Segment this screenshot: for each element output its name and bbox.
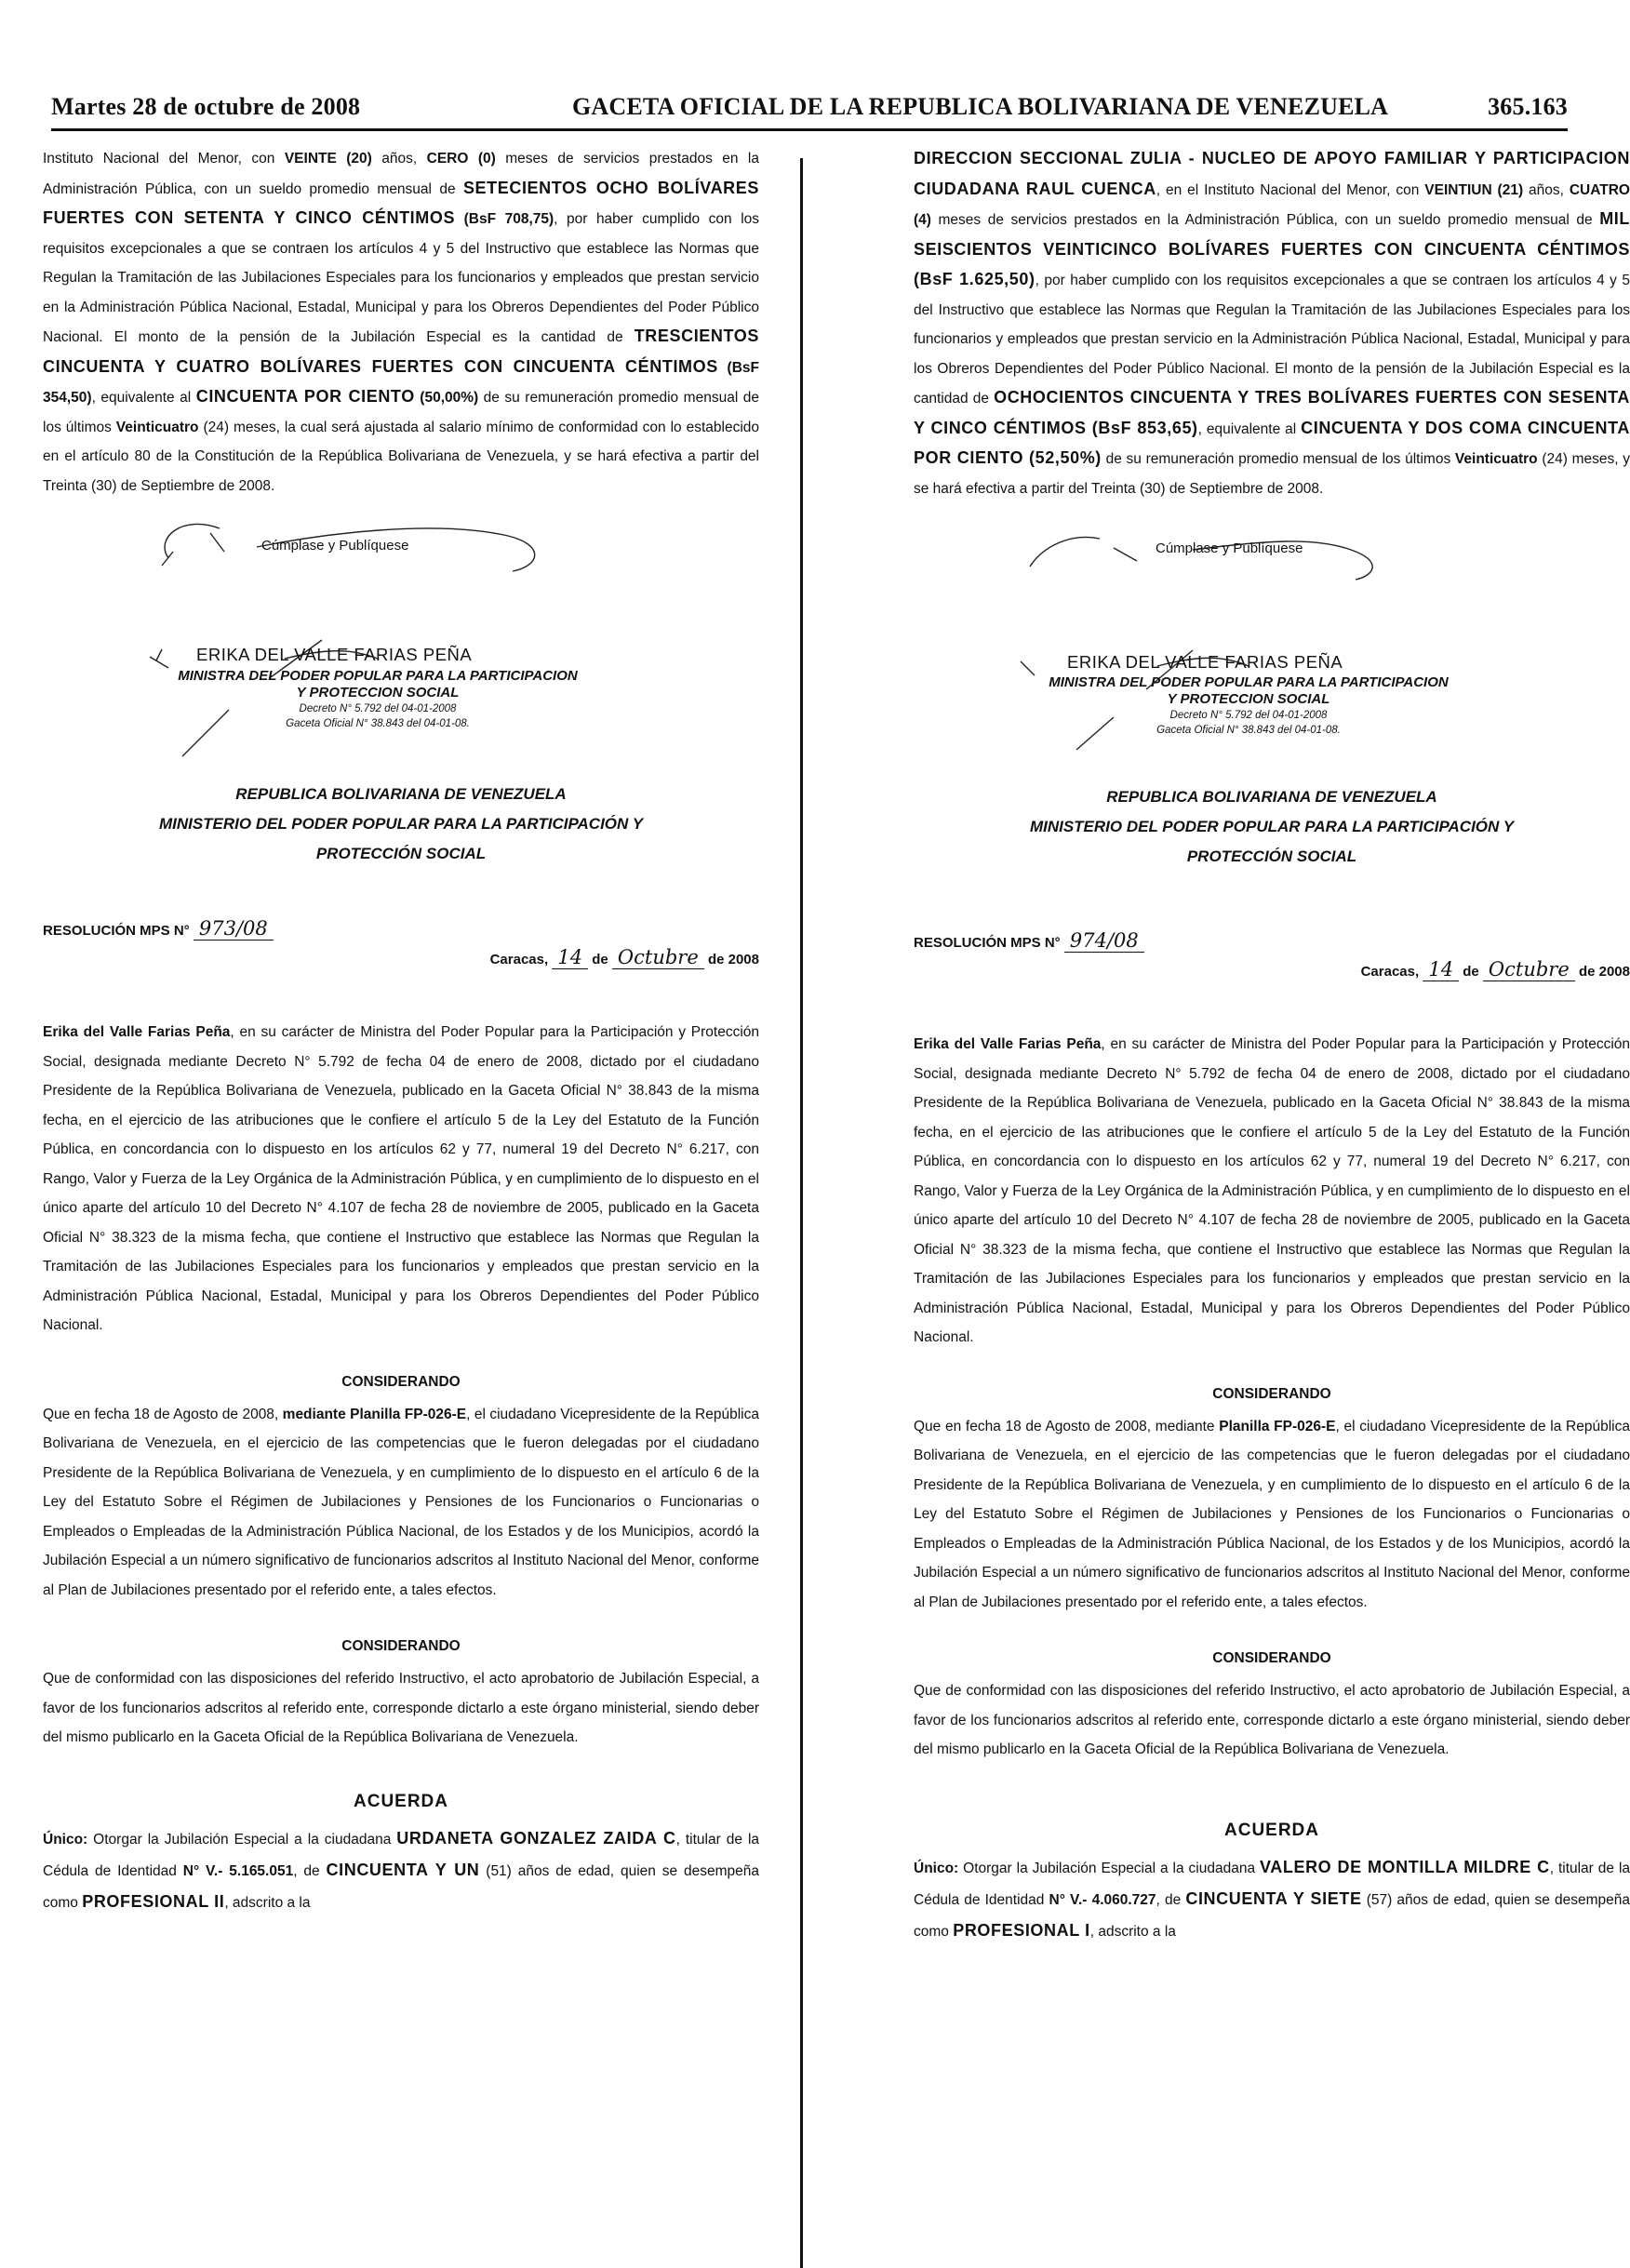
left-considerando-1-text: Que en fecha 18 de Agosto de 2008, mediante Planilla FP-026-E, el ciudadano Vicepresidente de la República Bolivariana de Venezuela, en el ejercicio de las competencias que le fueron delegadas por el ciudadano Presidente de la República Bolivariana de Venezuela, y en cumplimiento de lo dispuesto en el artículo 6 de la Ley del Estatuto Sobre el Régimen de Jubilaciones y Pensiones de los Funcionarios o Funcionarias o Empleados o Empleadas de la Administración Pública Nacional, de los Estados y de los Municipios, acordó la Jubilación Especial a un número significativo de funcionarios adscritos al Instituto Nacional del Menor, conforme al Plan de Jubilaciones presentado por el referido ente, a tales efectos. (43, 1406, 759, 1598)
left-acuerda: ACUERDA (354, 1791, 448, 1811)
cumplase-text: Cúmplase y Publíquese (261, 538, 409, 554)
signatory-gazette: Gaceta Oficial N° 38.843 del 04-01-08. (286, 718, 470, 729)
right-considerando-1-text: Que en fecha 18 de Agosto de 2008, mediante Planilla FP-026-E, el ciudadano Vicepresidente de la República Bolivariana de Venezuela, en el ejercicio de las competencias que le fueron delegadas por el ciudadano Presidente de la República Bolivariana de Venezuela, y en cumplimiento de lo dispuesto en el artículo 6 de la Ley del Estatuto Sobre el Régimen de Jubilaciones y Pensiones de los Funcionarios o Funcionarias o Empleados o Empleadas de la Administración Pública Nacional, de los Estados y de los Municipios, acordó la Jubilación Especial a un número significativo de funcionarios adscritos al Instituto Nacional del Menor, conforme al Plan de Jubilaciones presentado por el referido ente, a tales efectos. (914, 1418, 1630, 1610)
left-signature-block (43, 500, 759, 780)
right-considerando-2-text: Que de conformidad con las disposiciones del referido Instructivo, el acto aprobatorio de Jubilación Especial, a favor de los funcionarios adscritos al referido ente, corresponde dictarlo a este órgano ministerial, siendo deber del mismo publicarlo en la Gaceta Oficial de la República Bolivariana de Venezuela. (914, 1683, 1630, 1757)
left-considerando-2-text: Que de conformidad con las disposiciones del referido Instructivo, el acto aprobatorio de Jubilación Especial, a favor de los funcionarios adscritos al referido ente, corresponde dictarlo a este órgano ministerial, siendo deber del mismo publicarlo en la Gaceta Oficial de la República Bolivariana de Venezuela. (43, 1671, 759, 1745)
signatory-role: MINISTRA DEL PODER POPULAR PARA LA PARTICIPACION (1049, 674, 1449, 690)
signatory-role: MINISTRA DEL PODER POPULAR PARA LA PARTICIPACION (178, 668, 578, 684)
header-page-number: 365.163 (1488, 93, 1568, 120)
right-intro-paragraph: Erika del Valle Farias Peña, en su carácter de Ministra del Poder Popular para la Participación y Protección Social, designada mediante Decreto N° 5.792 de fecha 04 de enero de 2008, dictado por el ciudadano Presidente de la República Bolivariana de Venezuela, publicado en la Gaceta Oficial N° 38.843 de la misma fecha, en el ejercicio de las atribuciones que le confiere el artículo 5 de la Ley del Estatuto de la Función Pública, en concordancia con lo dispuesto en los artículos 62 y 77, numeral 19 del Decreto N° 6.217, con Rango, Valor y Fuerza de la Ley Orgánica de la Administración Pública, y en cumplimiento de lo dispuesto en el único aparte del artículo 10 del Decreto N° 4.107 de fecha 28 de noviembre de 2005, publicado en la Gaceta Oficial N° 38.323 de la misma fecha, que contiene el Instructivo que establece las Normas que Regulan la Tramitación de las Jubilaciones Especiales para los funcionarios y empleados que prestan servicio en la Administración Pública Nacional, Estadal, Municipal y para los Obreros Dependientes del Poder Público Nacional. (914, 1036, 1630, 1345)
left-intro-paragraph: Erika del Valle Farias Peña, en su carácter de Ministra del Poder Popular para la Participación y Protección Social, designada mediante Decreto N° 5.792 de fecha 04 de enero de 2008, dictado por el ciudadano Presidente de la República Bolivariana de Venezuela, publicado en la Gaceta Oficial N° 38.843 de la misma fecha, en el ejercicio de las atribuciones que le confiere el artículo 5 de la Ley del Estatuto de la Función Pública, en concordancia con lo dispuesto en los artículos 62 y 77, numeral 19 del Decreto N° 6.217, con Rango, Valor y Fuerza de la Ley Orgánica de la Administración Pública, y en cumplimiento de lo dispuesto en el único aparte del artículo 10 del Decreto N° 4.107 de fecha 28 de noviembre de 2005, publicado en la Gaceta Oficial N° 38.323 de la misma fecha, que contiene el Instructivo que establece las Normas que Regulan la Tramitación de las Jubilaciones Especiales para los funcionarios y empleados que prestan servicio en la Administración Pública Nacional, Estadal, Municipal y para los Obreros Dependientes del Poder Público Nacional. (43, 1024, 760, 1333)
left-column (43, 144, 759, 1918)
column-divider (800, 158, 803, 2268)
right-acuerda: ACUERDA (1224, 1820, 1319, 1840)
cumplase-text: Cúmplase y Publíquese (1156, 540, 1303, 556)
header-title: GACETA OFICIAL DE LA REPUBLICA BOLIVARIANA DE VENEZUELA (572, 93, 1389, 120)
signatory-name: ERIKA DEL VALLE FARIAS PEÑA (196, 645, 473, 664)
left-unico-paragraph: Único: Otorgar la Jubilación Especial a la ciudadana URDANETA GONZALEZ ZAIDA C, titular de la Cédula de Identidad N° V.- 5.165.051, de CINCUENTA Y UN (51) años de edad, quien se desempeña como PROFESIONAL II, adscrito a la (43, 1828, 760, 1911)
right-signature-block (914, 503, 1630, 782)
right-continuation-paragraph: DIRECCION SECCIONAL ZULIA - NUCLEO DE APOYO FAMILIAR Y PARTICIPACION CIUDADANA RAUL CUENCA, en el Instituto Nacional del Menor, con VEINTIUN (21) años, CUATRO (4) meses de servicios prestados en la Administración Pública, con un sueldo promedio mensual de MIL SEISCIENTOS VEINTICINCO BOLÍVARES FUERTES CON CINCUENTA CÉNTIMOS (BsF 1.625,50), por haber cumplido con los requisitos excepcionales a que se contraen los artículos 4 y 5 del Instructivo que establece las Normas que Regulan la Tramitación de las Jubilaciones Especiales para los funcionarios y empleados que prestan servicio en la Administración Pública Nacional, Estadal, Municipal y para los Obreros Dependientes del Poder Público Nacional. El monto de la pensión de la Jubilación Especial es la cantidad de OCHOCIENTOS CINCUENTA Y TRES BOLÍVARES FUERTES CON SESENTA Y CINCO CÉNTIMOS (BsF 853,65), equivalente al CINCUENTA Y DOS COMA CINCUENTA POR CIENTO (52,50%) de su remuneración promedio mensual de los últimos Veinticuatro (24) meses, y se hará efectiva a partir del Treinta (30) de Septiembre de 2008. (914, 149, 1630, 497)
signatory-gazette: Gaceta Oficial N° 38.843 del 04-01-08. (1156, 725, 1341, 736)
left-resolution-number: RESOLUCIÓN MPS N° 973/08 (43, 917, 759, 941)
signatory-decree: Decreto N° 5.792 del 04-01-2008 (299, 703, 457, 714)
signatory-name: ERIKA DEL VALLE FARIAS PEÑA (1067, 652, 1343, 672)
left-considerando-1: CONSIDERANDO (341, 1373, 461, 1390)
left-continuation-paragraph: Instituto Nacional del Menor, con VEINTE (20) años, CERO (0) meses de servicios prestados en la Administración Pública, con un sueldo promedio mensual de SETECIENTOS OCHO BOLÍVARES FUERTES CON SETENTA Y CINCO CÉNTIMOS (BsF 708,75), por haber cumplido con los requisitos excepcionales a que se contraen los artículos 4 y 5 del Instructivo que establece las Normas que Regulan la Tramitación de las Jubilaciones Especiales para los funcionarios y empleados que prestan servicio en la Administración Pública Nacional, Estadal, Municipal y para los Obreros Dependientes del Poder Público Nacional. El monto de la pensión de la Jubilación Especial es la cantidad de TRESCIENTOS CINCUENTA Y CUATRO BOLÍVARES FUERTES CON CINCUENTA CÉNTIMOS (BsF 354,50), equivalente al CINCUENTA POR CIENTO (50,00%) de su remuneración promedio mensual de los últimos Veinticuatro (24) meses, la cual será ajustada al salario mínimo de conformidad con lo establecido en el artículo 80 de la Constitución de la República Bolivariana de Venezuela, y se hará efectiva a partir del Treinta (30) de Septiembre de 2008. (43, 151, 760, 494)
right-unico-paragraph: Único: Otorgar la Jubilación Especial a la ciudadana VALERO DE MONTILLA MILDRE C, titular de la Cédula de Identidad N° V.- 4.060.727, de CINCUENTA Y SIETE (57) años de edad, quien se desempeña como PROFESIONAL I, adscrito a la (914, 1857, 1630, 1940)
right-ministry-heading: REPUBLICA BOLIVARIANA DE VENEZUELA MINISTERIO DEL PODER POPULAR PARA LA PARTICIPACIÓN Y PROTECCIÓN SOCIAL (1029, 788, 1515, 865)
right-considerando-1: CONSIDERANDO (1212, 1385, 1331, 1402)
gazette-header (51, 91, 1568, 131)
left-considerando-2: CONSIDERANDO (341, 1638, 461, 1654)
signatory-decree: Decreto N° 5.792 del 04-01-2008 (1169, 710, 1328, 721)
right-column (914, 144, 1630, 1947)
left-place-date: Caracas, 14 de Octubre de 2008 (489, 946, 759, 968)
left-ministry-heading: REPUBLICA BOLIVARIANA DE VENEZUELA MINISTERIO DEL PODER POPULAR PARA LA PARTICIPACIÓN Y PROTECCIÓN SOCIAL (158, 785, 644, 862)
signatory-role-cont: Y PROTECCION SOCIAL (296, 685, 460, 700)
right-place-date: Caracas, 14 de Octubre de 2008 (1360, 958, 1630, 981)
signatory-role-cont: Y PROTECCION SOCIAL (1167, 691, 1330, 707)
right-considerando-2: CONSIDERANDO (1212, 1650, 1331, 1666)
right-resolution-number: RESOLUCIÓN MPS N° 974/08 (914, 929, 1630, 953)
header-date: Martes 28 de octubre de 2008 (51, 93, 361, 120)
